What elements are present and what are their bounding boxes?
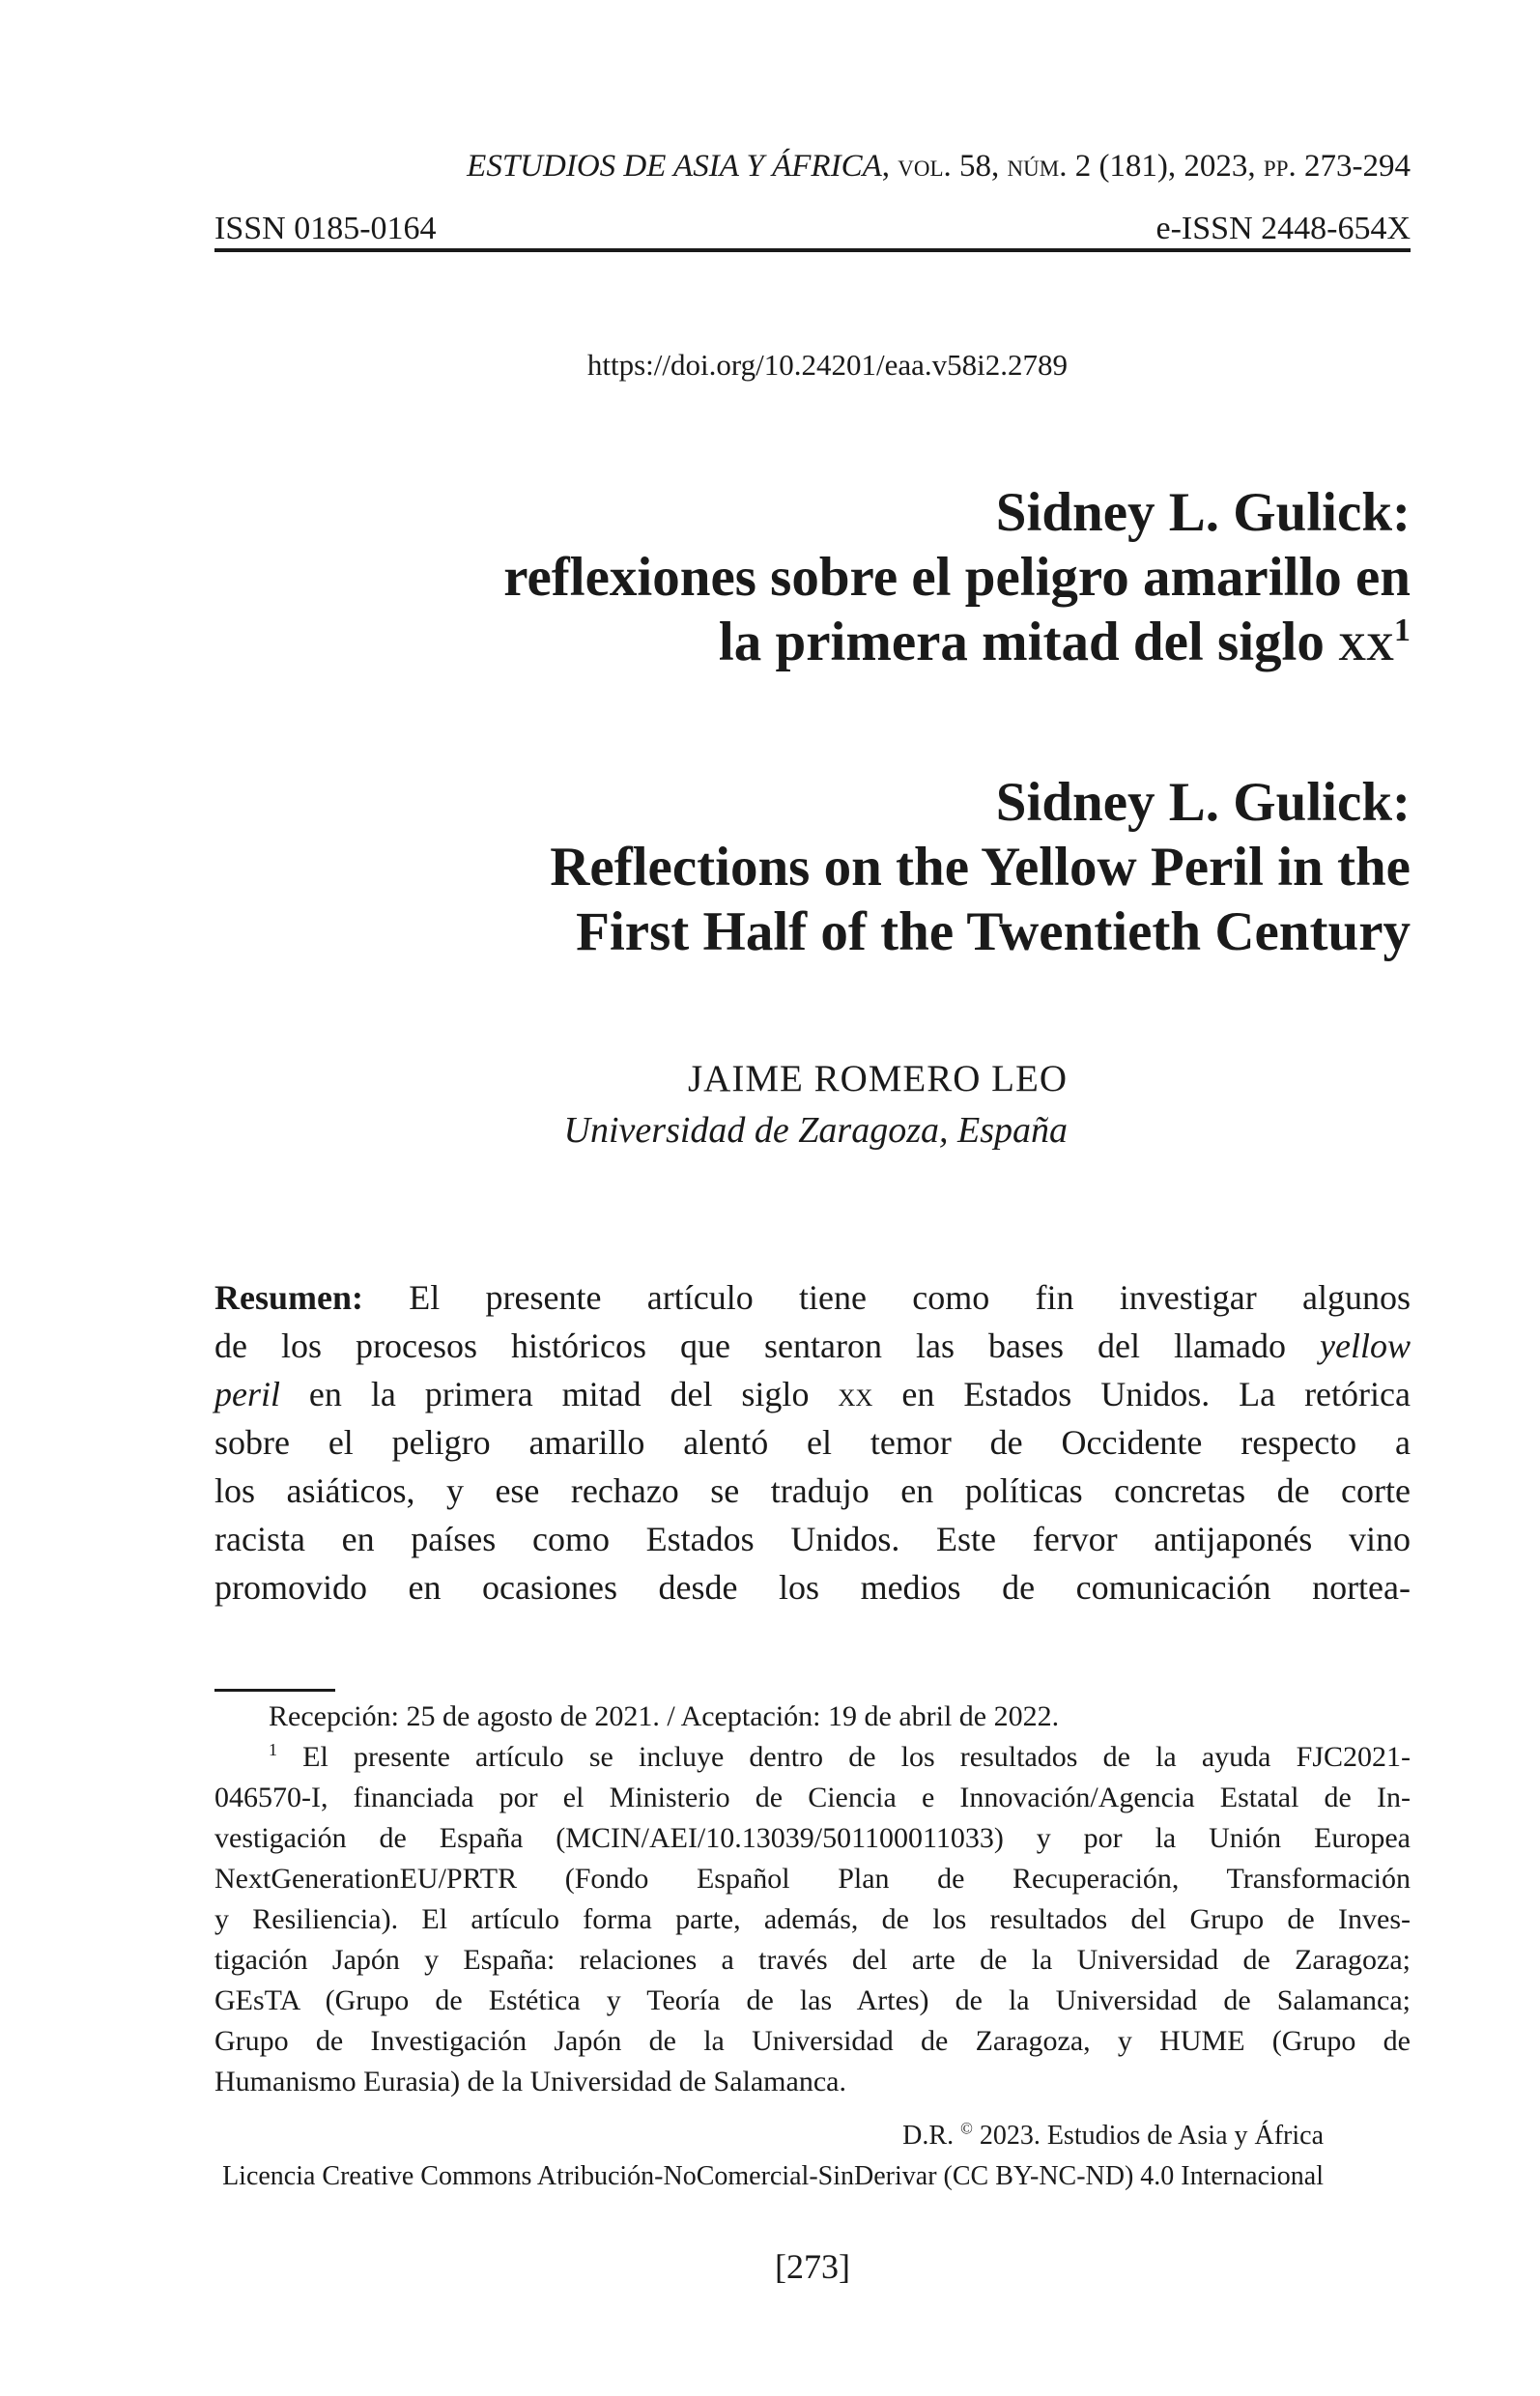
footnotes-block-line — [214, 1859, 1411, 1899]
text-segment: xx — [1338, 612, 1394, 672]
text-segment: de los procesos históricos que sentaron las bases del llamado — [214, 1326, 1321, 1365]
journal-header-line — [214, 149, 1411, 185]
doi-link[interactable]: https://doi.org/10.24201/eaa.v58i2.2789 — [586, 348, 1068, 382]
text-segment: sobre el peligro amarillo alentó el temor de Occidente respecto a — [214, 1423, 1411, 1462]
text-segment: yellow — [1320, 1326, 1411, 1365]
article-title-spanish-line — [214, 545, 1411, 610]
text-segment: en la primera mitad del siglo — [308, 1375, 839, 1413]
text-segment: El presente artículo se incluye dentro de los resultados de la ayuda FJC2021- — [277, 1741, 1411, 1773]
footnotes-block-line — [214, 1737, 1411, 1778]
text-segment: , vol. 58, núm. 2 (181), 2023, pp. 273-294 — [881, 149, 1411, 184]
author-name: JAIME ROMERO LEO — [688, 1058, 1068, 1099]
text-segment: 2023. Estudios de Asia y África — [972, 2121, 1324, 2151]
text-segment: y Resiliencia). El artículo forma parte, además, de los resultados del Grupo de Inves- — [214, 1903, 1411, 1935]
text-segment: racista en países como Estados Unidos. Este fervor antijaponés vino — [214, 1520, 1411, 1558]
text-segment: 1 — [269, 1740, 277, 1759]
license-line — [222, 2156, 1324, 2197]
text-segment: © — [960, 2119, 973, 2138]
issn-print: ISSN 0185-0164 — [214, 211, 437, 246]
text-segment: Recepción: 25 de agosto de 2021. / Aceptación: 19 de abril de 2022. — [269, 1700, 1060, 1732]
abstract-paragraph-line — [214, 1467, 1411, 1515]
text-segment: GEsTA (Grupo de Estética y Teoría de las Artes) de la Universidad de Salamanca; — [214, 1984, 1411, 2016]
text-segment: Licencia Creative Commons Atribución-NoComercial-SinDerivar (CC BY-NC-ND) 4.0 Internacional — [222, 2161, 1324, 2191]
page-number: [273] — [775, 2247, 850, 2286]
text-segment: Sidney L. Gulick: — [995, 482, 1411, 543]
text-segment: Reflections on the Yellow Peril in the — [550, 837, 1411, 898]
header-rule — [214, 248, 1411, 252]
issn-electronic: e-ISSN 2448-654X — [1155, 211, 1411, 246]
footnotes-block — [214, 1697, 1411, 2102]
article-title-english-line — [214, 899, 1411, 964]
abstract-paragraph-line — [214, 1370, 1411, 1418]
text-segment: 046570-I, financiada por el Ministerio de Ciencia e Innovación/Agencia Estatal de In- — [214, 1782, 1411, 1813]
abstract-paragraph — [214, 1273, 1411, 1612]
abstract-paragraph-line — [214, 1515, 1411, 1563]
abstract-paragraph-line — [214, 1418, 1411, 1467]
footnotes-block-line — [214, 1818, 1411, 1859]
text-segment: El presente artículo tiene como fin investigar algunos — [409, 1278, 1411, 1317]
footnotes-block-line — [214, 2021, 1411, 2062]
abstract-paragraph-line — [214, 1563, 1411, 1612]
issn-row — [214, 211, 1411, 247]
footnotes-block-line — [214, 2062, 1411, 2102]
footnotes-block-line — [214, 1778, 1411, 1818]
text-segment: Resumen: — [214, 1278, 410, 1317]
article-title-english-line — [214, 770, 1411, 835]
footnotes-block-line — [214, 1940, 1411, 1981]
text-segment: Grupo de Investigación Japón de la Universidad de Zaragoza, y HUME (Grupo de — [214, 2025, 1411, 2057]
text-segment: xx — [838, 1375, 873, 1413]
footnotes-block-line — [214, 1899, 1411, 1940]
article-title-english-line — [214, 835, 1411, 899]
text-segment: la primera mitad del siglo — [718, 612, 1339, 672]
footnotes-block-line — [214, 1981, 1411, 2021]
text-segment: vestigación de España (MCIN/AEI/10.13039/501100011033) y por la Unión Europea — [214, 1822, 1411, 1854]
text-segment: First Half of the Twentieth Century — [576, 901, 1411, 962]
copyright-line — [222, 2116, 1324, 2156]
text-segment: tigación Japón y España: relaciones a través del arte de la Universidad de Zaragoza; — [214, 1944, 1411, 1976]
text-segment: Humanismo Eurasia) de la Universidad de Salamanca. — [214, 2066, 846, 2097]
text-segment: peril — [214, 1375, 309, 1413]
text-segment: en Estados Unidos. La retórica — [872, 1375, 1411, 1413]
abstract-paragraph-line — [214, 1273, 1411, 1322]
text-segment: D.R. — [902, 2121, 961, 2151]
text-segment: promovido en ocasiones desde los medios de comunicación nortea- — [214, 1568, 1411, 1607]
text-segment: Sidney L. Gulick: — [995, 772, 1411, 833]
text-segment: reflexiones sobre el peligro amarillo en — [503, 547, 1411, 608]
text-segment: NextGenerationEU/PRTR (Fondo Español Plan de Recuperación, Transformación — [214, 1863, 1411, 1895]
text-segment: 1 — [1393, 613, 1411, 648]
text-segment: ESTUDIOS DE ASIA Y ÁFRICA — [467, 149, 882, 184]
text-segment: los asiáticos, y ese rechazo se tradujo en políticas concretas de corte — [214, 1471, 1411, 1510]
article-title-spanish-line — [214, 480, 1411, 545]
copyright-block — [222, 2116, 1324, 2197]
article-title-spanish-line — [214, 610, 1411, 674]
footnote-separator-rule — [214, 1689, 335, 1692]
footnotes-block-line — [214, 1697, 1411, 1737]
article-title-english — [214, 770, 1411, 964]
author-affiliation: Universidad de Zaragoza, España — [563, 1110, 1068, 1151]
abstract-paragraph-line — [214, 1322, 1411, 1370]
article-title-spanish — [214, 480, 1411, 674]
